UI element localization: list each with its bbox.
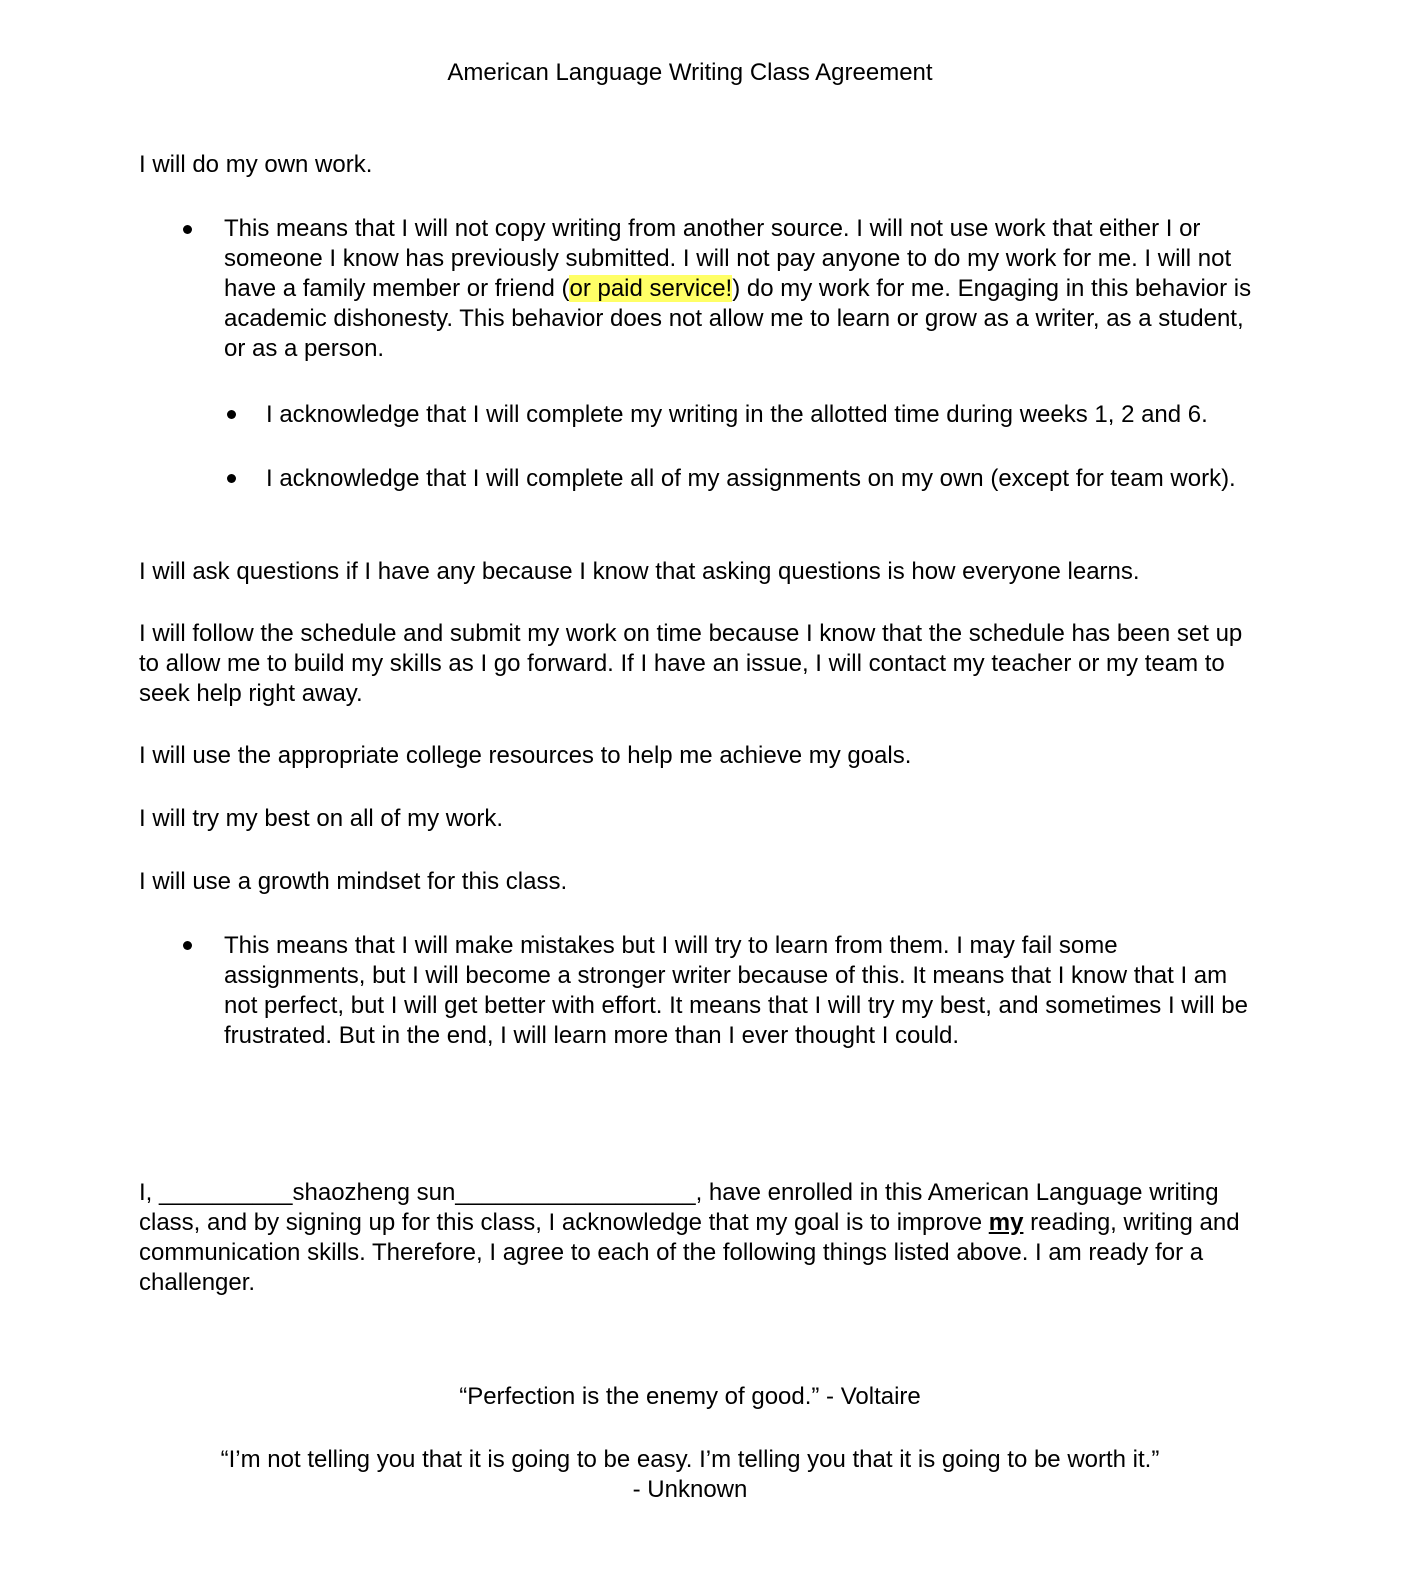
- document-title: American Language Writing Class Agreement: [447, 59, 933, 86]
- mindset-bullet: This means that I will make mistakes but I will try to learn from them. I may fail some assignments, but I will become a stronger writer because of this. It means that I know that I am not perfect, but I will get better with effort. It means that I will try my best, and sometimes I will be frustrated. But in the end, I will learn more than I ever thought I could.: [224, 932, 1248, 1049]
- quote-attribution: - Unknown: [632, 1476, 748, 1503]
- own-work-bullet-text-2: ) do my work for me. Engaging in this behavior is academic dishonesty. This behavior does not allow me to learn or grow as a writer, as a student, or as a person.: [224, 275, 1252, 362]
- signature-text: , have enrolled in this American Language writing class, and by signing up for this class, I acknowledge that my goal is to improve: [139, 1179, 1219, 1236]
- statement-mindset: I will use a growth mindset for this class.: [139, 868, 568, 895]
- highlighted-text: or paid service!: [569, 275, 733, 302]
- own-work-bullet: [224, 214, 1254, 364]
- sub-bullet-item: I acknowledge that I will complete my writing in the allotted time during weeks 1, 2 and 6.: [266, 401, 1208, 428]
- signature-blank-left: __________: [159, 1179, 293, 1206]
- sub-bullet-dot: [227, 410, 236, 419]
- bullet-dot: [183, 225, 192, 234]
- sub-bullet-dot: [227, 474, 236, 483]
- signature-prefix: I,: [139, 1179, 160, 1206]
- emphasis-my: my: [988, 1209, 1024, 1236]
- statement-best: I will try my best on all of my work.: [139, 805, 504, 832]
- signature-name: shaozheng sun: [292, 1179, 456, 1206]
- statement-questions: I will ask questions if I have any because I know that asking questions is how everyone learns.: [139, 558, 1140, 585]
- statement-resources: I will use the appropriate college resources to help me achieve my goals.: [139, 742, 912, 769]
- signature-text-end: reading, writing and communication skills. Therefore, I agree to each of the following things listed above. I am ready for a challenger.: [139, 1209, 1240, 1296]
- statement-own-work: I will do my own work.: [139, 151, 373, 178]
- signature-paragraph: [139, 1178, 1249, 1298]
- bullet-dot: [183, 941, 192, 950]
- quote-unknown: “I’m not telling you that it is going to be easy. I’m telling you that it is going to be worth it.”: [220, 1446, 1160, 1473]
- own-work-bullet-text-1: This means that I will not copy writing from another source. I will not use work that either I or someone I know has previously submitted. I will not pay anyone to do my work for me. I will not have a family member or friend (: [224, 215, 1232, 302]
- sub-bullet-item: I acknowledge that I will complete all of my assignments on my own (except for team work).: [266, 465, 1236, 492]
- signature-blank-right: __________________: [455, 1179, 696, 1206]
- statement-schedule: I will follow the schedule and submit my work on time because I know that the schedule has been set up to allow me to build my skills as I go forward. If I have an issue, I will contact my teacher or my team to seek help right away.: [139, 620, 1243, 707]
- quote-voltaire: “Perfection is the enemy of good.” - Voltaire: [459, 1383, 921, 1410]
